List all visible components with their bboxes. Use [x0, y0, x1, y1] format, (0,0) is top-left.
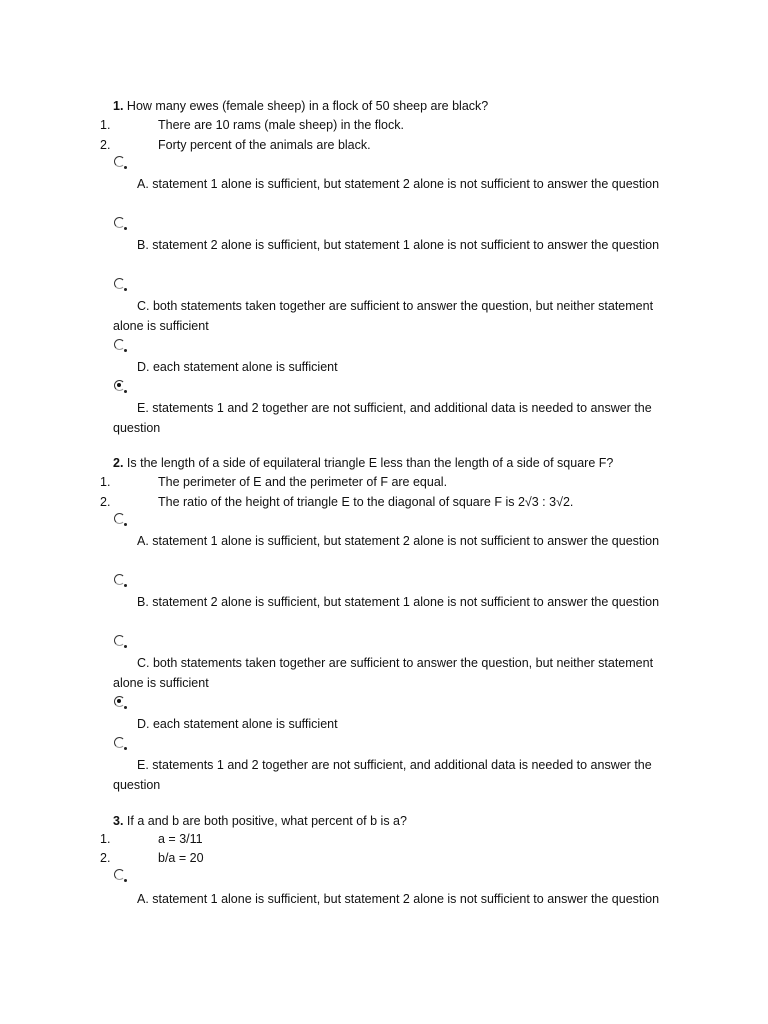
- radio-button[interactable]: [114, 869, 125, 880]
- statement-text: The ratio of the height of triangle E to the diagonal of square F is 2√3 : 3√2.: [158, 495, 574, 509]
- statement-1: [0, 472, 768, 492]
- statement-number: 2.: [100, 495, 111, 509]
- question-text: If a and b are both positive, what percent of b is a?: [126, 814, 407, 828]
- statement-number: 2.: [100, 138, 111, 152]
- option-text: A. statement 1 alone is sufficient, but statement 2 alone is not sufficient to answer the question: [137, 177, 660, 191]
- statement-1: [0, 115, 768, 135]
- statement-text: There are 10 rams (male sheep) in the flock.: [158, 118, 404, 132]
- statement-number: 1.: [100, 475, 111, 489]
- option-text: C. both statements taken together are sufficient to answer the question, but neither statement alone is sufficient: [113, 299, 654, 333]
- option-text: D. each statement alone is sufficient: [137, 717, 338, 731]
- option-text: A. statement 1 alone is sufficient, but statement 2 alone is not sufficient to answer the question: [137, 892, 660, 906]
- question-number: 2.: [113, 456, 124, 470]
- option-text: D. each statement alone is sufficient: [137, 360, 338, 374]
- radio-button-selected[interactable]: [114, 696, 125, 707]
- statement-text: a = 3/11: [158, 832, 203, 846]
- statement-2: [0, 135, 768, 155]
- statement-text: Forty percent of the animals are black.: [158, 138, 371, 152]
- question-number: 3.: [113, 814, 124, 828]
- radio-button[interactable]: [114, 513, 125, 524]
- radio-button[interactable]: [114, 339, 125, 350]
- statement-number: 1.: [100, 118, 111, 132]
- radio-button[interactable]: [114, 574, 125, 585]
- statement-number: 1.: [100, 832, 111, 846]
- option-text: B. statement 2 alone is sufficient, but statement 1 alone is not sufficient to answer the question: [137, 238, 660, 252]
- radio-button[interactable]: [114, 156, 125, 167]
- question-text: Is the length of a side of equilateral triangle E less than the length of a side of square F?: [126, 456, 614, 470]
- statement-1: [0, 829, 768, 849]
- radio-button[interactable]: [114, 635, 125, 646]
- statement-2: [0, 492, 768, 512]
- option-text: B. statement 2 alone is sufficient, but statement 1 alone is not sufficient to answer the question: [137, 595, 660, 609]
- statement-text: b/a = 20: [158, 851, 204, 865]
- statement-text: The perimeter of E and the perimeter of F are equal.: [158, 475, 448, 489]
- radio-button-selected[interactable]: [114, 380, 125, 391]
- option-text: A. statement 1 alone is sufficient, but statement 2 alone is not sufficient to answer the question: [137, 534, 660, 548]
- option-text: E. statements 1 and 2 together are not sufficient, and additional data is needed to answer the question: [113, 401, 652, 435]
- question-number: 1.: [113, 99, 124, 113]
- question-title: [113, 453, 613, 473]
- option-text: E. statements 1 and 2 together are not sufficient, and additional data is needed to answer the question: [113, 758, 652, 792]
- radio-button[interactable]: [114, 278, 125, 289]
- question-text: How many ewes (female sheep) in a flock of 50 sheep are black?: [126, 99, 489, 113]
- statement-number: 2.: [100, 851, 111, 865]
- question-title: [113, 96, 488, 116]
- radio-button[interactable]: [114, 737, 125, 748]
- radio-button[interactable]: [114, 217, 125, 228]
- question-title: [113, 811, 407, 831]
- option-text: C. both statements taken together are sufficient to answer the question, but neither statement alone is sufficient: [113, 656, 654, 690]
- statement-2: [0, 848, 768, 868]
